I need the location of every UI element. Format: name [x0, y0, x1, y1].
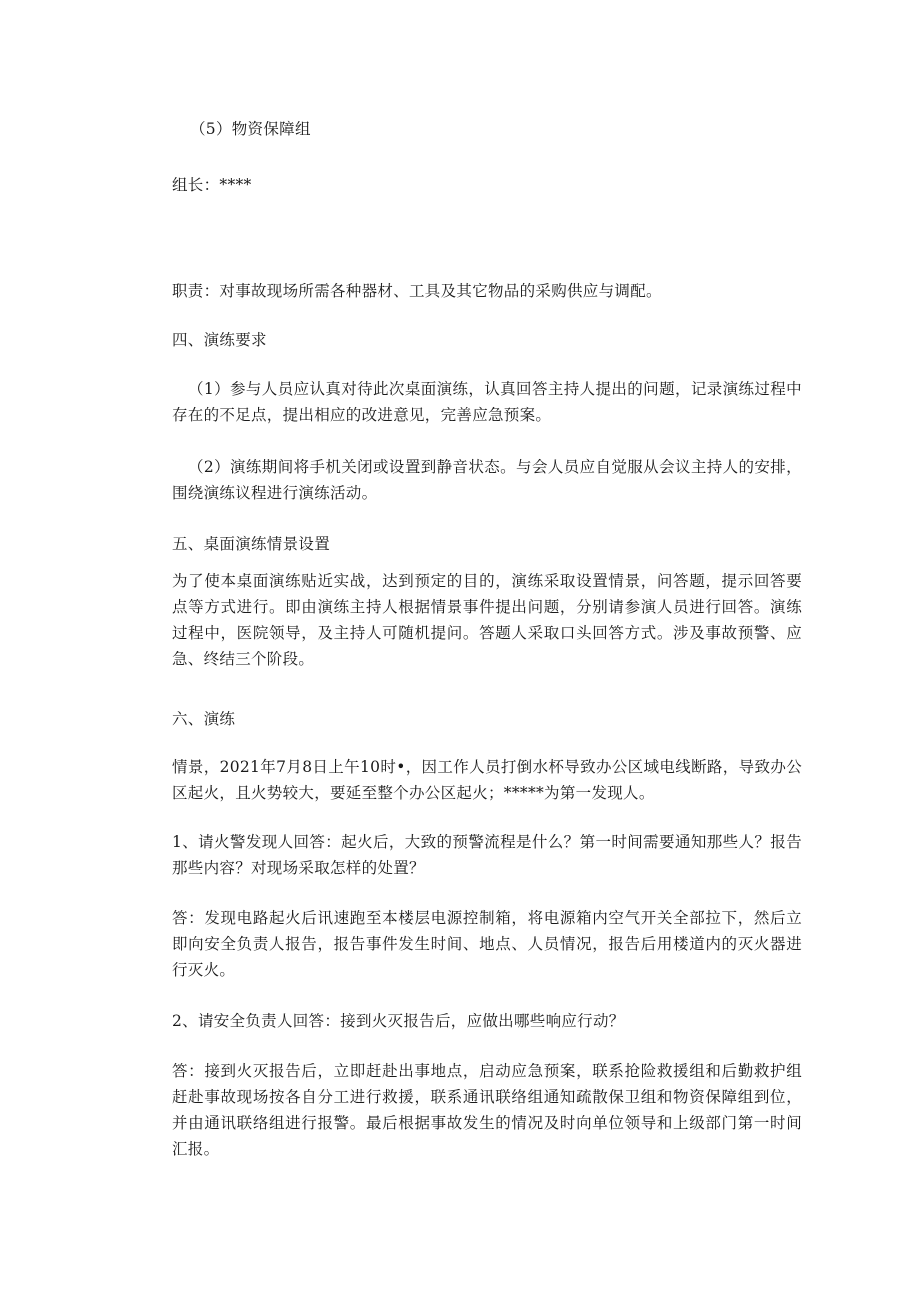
section-heading-material-support: （5）物资保障组 — [190, 120, 311, 138]
question-1: 1、请火警发现人回答：起火后，大致的预警流程是什么？第一时间需要通知那些人？报告那些内容？对现场采取怎样的处置？ — [172, 833, 802, 877]
group-leader-line: 组长：**** — [172, 176, 252, 194]
question-2: 2、请安全负责人回答：接到火灭报告后，应做出哪些响应行动？ — [172, 1012, 625, 1030]
answer-2: 答：接到火灭报告后，立即赶赴出事地点，启动应急预案，联系抢险救援组和后勤救护组赶赴事故现场按各自分工进行救援，联系通讯联络组通知疏散保卫组和物资保障组到位，并由通讯联络组进行报警。最后根据事故发生的情况及时向单位领导和上级部门第一时间汇报。 — [172, 1062, 802, 1158]
answer-1: 答：发现电路起火后讯速跑至本楼层电源控制箱，将电源箱内空气开关全部拉下，然后立即向安全负责人报告，报告事件发生时间、地点、人员情况，报告后用楼道内的灭火器进行灭火。 — [172, 909, 802, 979]
responsibility-line: 职责：对事故现场所需各种器材、工具及其它物品的采购供应与调配。 — [172, 282, 662, 300]
requirement-item-1: （1）参与人员应认真对待此次桌面演练，认真回答主持人提出的问题，记录演练过程中存在的不足点，提出相应的改进意见，完善应急预案。 — [172, 380, 802, 424]
section-heading-scenario-setup: 五、桌面演练情景设置 — [172, 535, 331, 553]
section-heading-drill-requirements: 四、演练要求 — [172, 331, 267, 349]
scenario-setup-paragraph: 为了使本桌面演练贴近实战，达到预定的目的，演练采取设置情景，问答题，提示回答要点等方式进行。即由演练主持人根据情景事件提出问题，分别请参演人员进行回答。演练过程中，医院领导，及主持人可随机提问。答题人采取口头回答方式。涉及事故预警、应急、终结三个阶段。 — [172, 572, 802, 668]
section-heading-drill: 六、演练 — [172, 710, 236, 728]
scenario-description: 情景，2021年7月8日上午10时•，因工作人员打倒水杯导致办公区域电线断路，导致办公区起火，且火势较大，要延至整个办公区起火；*****为第一发现人。 — [172, 758, 802, 802]
requirement-item-2: （2）演练期间将手机关闭或设置到静音状态。与会人员应自觉服从会议主持人的安排，围绕演练议程进行演练活动。 — [172, 458, 802, 502]
